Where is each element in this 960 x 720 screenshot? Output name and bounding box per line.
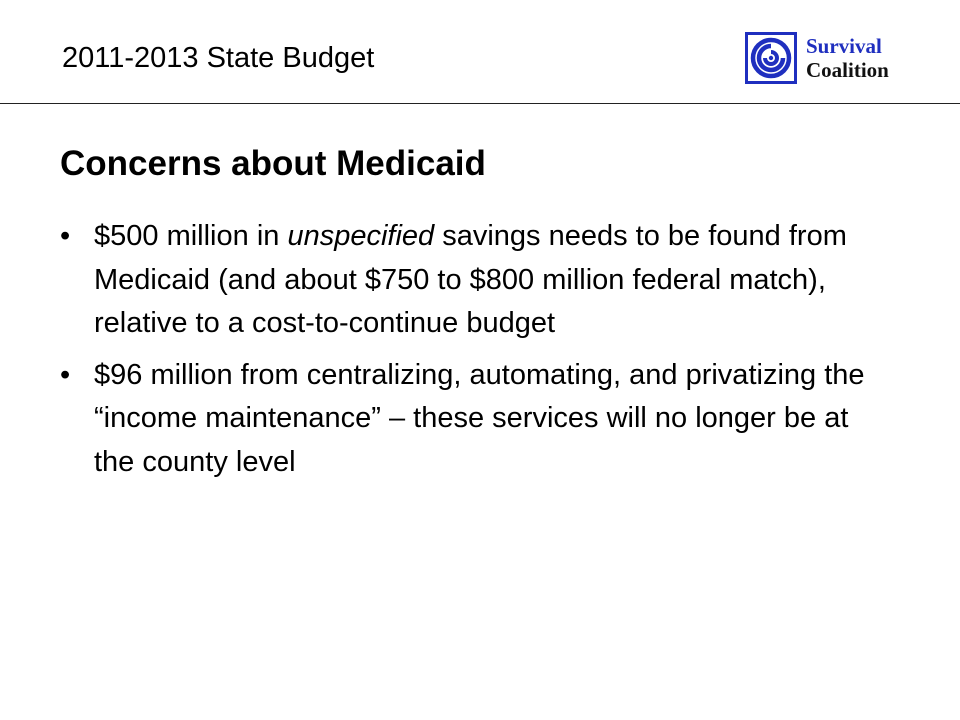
spiral-icon-graphic <box>750 37 792 79</box>
logo-line-coalition: Coalition <box>806 58 889 82</box>
bullet-text-after: savings needs to be found from Medicaid (and about $750 to $800 million federal match), relative to a cost-to-continue budget <box>94 220 847 339</box>
header-divider <box>0 103 960 104</box>
survival-coalition-logo <box>745 30 889 86</box>
spiral-icon <box>745 32 797 84</box>
bullet-dot: • <box>60 358 71 391</box>
header-title: 2011-2013 State Budget <box>62 42 375 74</box>
bullet-list <box>60 215 890 492</box>
bullet-item <box>60 354 890 485</box>
bullet-text: $96 million from centralizing, automating, and privatizing the “income maintenance” – these services will no longer be at the county level <box>94 358 865 478</box>
bullet-text-emphasis: unspecified <box>287 220 435 252</box>
bullet-item <box>60 215 890 346</box>
bullet-text-before: $500 million in <box>94 220 288 252</box>
logo-wordmark <box>806 34 889 82</box>
bullet-dot: • <box>60 220 71 252</box>
logo-line-survival: Survival <box>806 34 882 58</box>
slide-title: Concerns about Medicaid <box>60 144 486 183</box>
